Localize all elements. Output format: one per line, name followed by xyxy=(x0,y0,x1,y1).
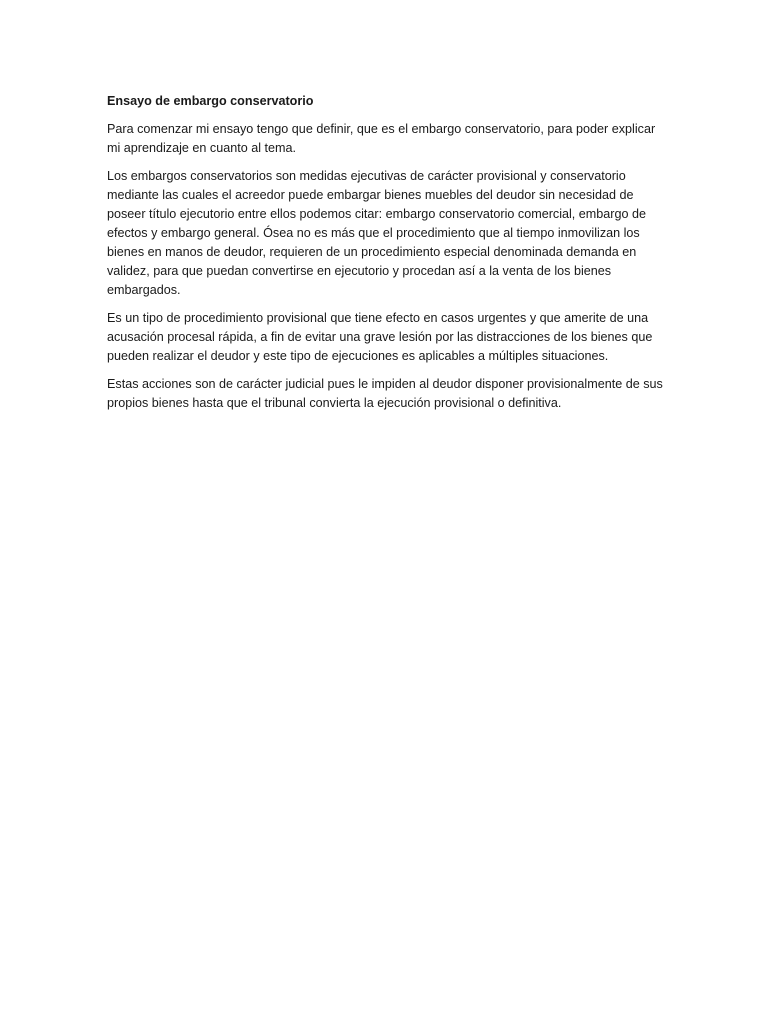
paragraph-intro: Para comenzar mi ensayo tengo que definir, que es el embargo conservatorio, para poder explicar mi aprendizaje en cuanto al tema. xyxy=(107,122,656,155)
paragraph-procedure: Es un tipo de procedimiento provisional que tiene efecto en casos urgentes y que amerite de una acusación procesal rápida, a fin de evitar una grave lesión por las distracciones de los bienes que pueden realizar el deudor y este tipo de ejecuciones es aplicables a múltiples situaciones. xyxy=(107,311,653,363)
paragraph-definition: Los embargos conservatorios son medidas ejecutivas de carácter provisional y conservatorio mediante las cuales el acreedor puede embargar bienes muebles del deudor sin necesidad de poseer título ejecutorio entre ellos podemos citar: embargo conservatorio comercial, embargo de efectos y embargo general. Ósea no es más que el procedimiento que al tiempo inmovilizan los bienes en manos de deudor, requieren de un procedimiento especial denominada demanda en validez, para que puedan convertirse en ejecutorio y procedan así a la venta de los bienes embargados. xyxy=(107,169,647,297)
paragraph-conclusion: Estas acciones son de carácter judicial pues le impiden al deudor disponer provisionalmente de sus propios bienes hasta que el tribunal convierta la ejecución provisional o definitiva. xyxy=(107,377,663,410)
document-title: Ensayo de embargo conservatorio xyxy=(107,94,314,108)
document-body xyxy=(107,92,667,422)
